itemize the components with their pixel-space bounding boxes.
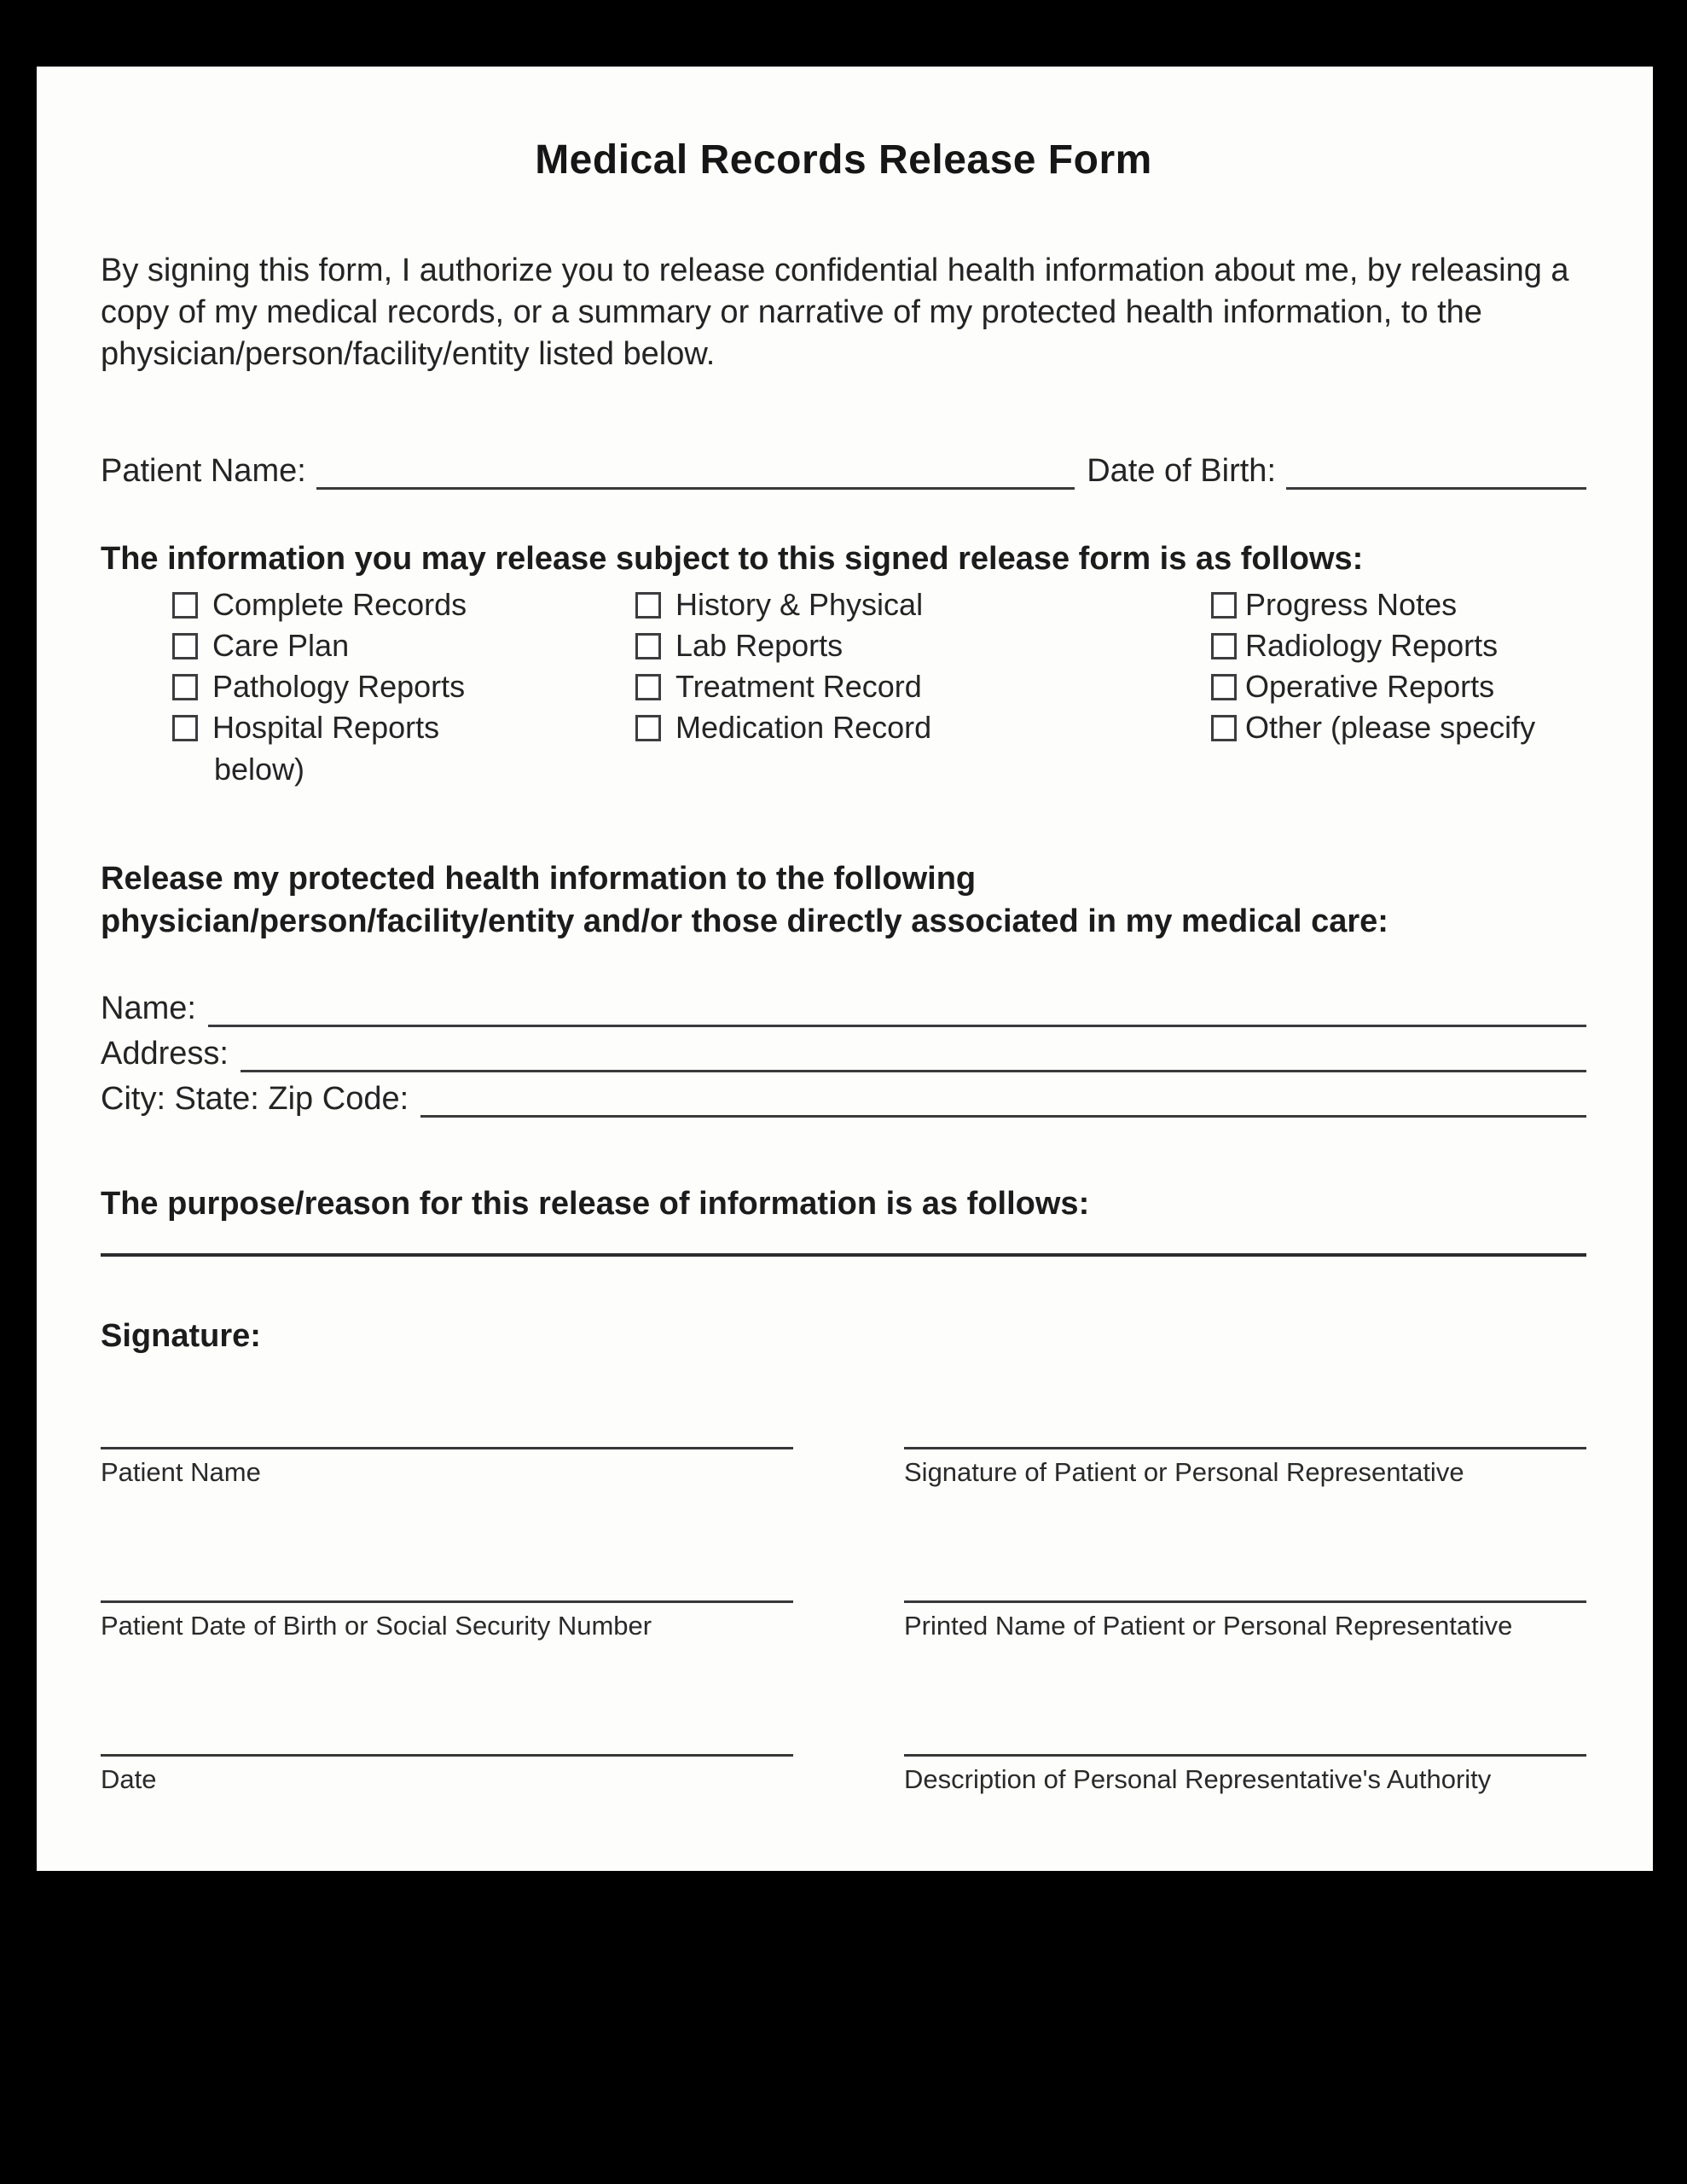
dob-blank[interactable] <box>1286 452 1586 490</box>
checkbox-item-care-plan <box>172 625 635 666</box>
signature-cell-authority <box>904 1754 1586 1795</box>
checkbox-item-lab-reports <box>635 625 1211 666</box>
signature-grid <box>101 1447 1586 1795</box>
checkbox-item-complete-records <box>172 584 635 625</box>
recipient-fields <box>101 982 1586 1118</box>
checkbox-label: Radiology Reports <box>1245 628 1499 663</box>
recipient-city-state-zip-row <box>101 1072 1586 1118</box>
checkbox-label: Care Plan <box>212 628 350 663</box>
signature-cell-label: Printed Name of Patient or Personal Representative <box>904 1611 1513 1641</box>
release-heading-line2: physician/person/facility/entity and/or those directly associated in my medical care: <box>101 903 1388 939</box>
signature-cell-label: Date <box>101 1764 157 1794</box>
checkbox-care-plan[interactable] <box>172 633 198 659</box>
checkbox-label: History & Physical <box>675 587 924 622</box>
checkbox-progress-notes[interactable] <box>1211 592 1237 619</box>
checkbox-medication-record[interactable] <box>635 715 661 741</box>
checkbox-complete-records[interactable] <box>172 592 198 619</box>
checkbox-label: Treatment Record <box>675 669 922 704</box>
recipient-address-row <box>101 1027 1586 1072</box>
checkbox-label: Progress Notes <box>1245 587 1458 622</box>
checkbox-item-medication-record <box>635 707 1211 748</box>
checkbox-label: Hospital Reports <box>212 710 440 745</box>
checkbox-treatment-record[interactable] <box>635 674 661 700</box>
recipient-address-label: Address: <box>101 1036 229 1072</box>
purpose-section-heading: The purpose/reason for this release of information is as follows: <box>101 1186 1090 1222</box>
signature-cell-printed-name <box>904 1600 1586 1641</box>
signature-section-heading: Signature: <box>101 1318 261 1354</box>
checkbox-item-pathology-reports <box>172 666 635 707</box>
release-heading-line1: Release my protected health information to the following <box>101 861 977 897</box>
dob-label: Date of Birth: <box>1087 453 1276 489</box>
checkbox-item-history-physical <box>635 584 1211 625</box>
intro-paragraph: By signing this form, I authorize you to release confidential health information about me, by releasing a copy of my medical records, or a summary or narrative of my protected health information, to the physician/person/facility/entity listed below. <box>101 253 1569 372</box>
checkbox-label: Medication Record <box>675 710 932 745</box>
checkbox-column-2 <box>635 584 1211 791</box>
signature-cell-label: Description of Personal Representative's Authority <box>904 1764 1492 1794</box>
checkbox-other[interactable] <box>1211 715 1237 741</box>
recipient-name-row <box>101 982 1586 1027</box>
signature-row-3 <box>101 1754 1586 1795</box>
recipient-name-label: Name: <box>101 990 196 1026</box>
checkbox-item-radiology-reports <box>1211 625 1586 666</box>
recipient-city-state-zip-blank[interactable] <box>420 1080 1586 1118</box>
signature-cell-label: Patient Date of Birth or Social Security Number <box>101 1611 652 1641</box>
signature-row-1 <box>101 1447 1586 1488</box>
checkbox-label: Lab Reports <box>675 628 844 663</box>
signature-row-2 <box>101 1600 1586 1641</box>
checkbox-history-physical[interactable] <box>635 592 661 619</box>
checkbox-radiology-reports[interactable] <box>1211 633 1237 659</box>
signature-cell-dob-ssn <box>101 1600 793 1641</box>
checkbox-label: Operative Reports <box>1245 669 1495 704</box>
checkbox-pathology-reports[interactable] <box>172 674 198 700</box>
patient-identity-row <box>101 449 1586 490</box>
checkbox-lab-reports[interactable] <box>635 633 661 659</box>
other-specify-continuation: below) <box>214 752 305 787</box>
checkbox-hospital-reports[interactable] <box>172 715 198 741</box>
checkbox-operative-reports[interactable] <box>1211 674 1237 700</box>
checkbox-label: Pathology Reports <box>212 669 466 704</box>
signature-cell-label: Signature of Patient or Personal Representative <box>904 1457 1464 1487</box>
recipient-address-blank[interactable] <box>241 1035 1586 1072</box>
checkbox-item-operative-reports <box>1211 666 1586 707</box>
signature-cell-signature <box>904 1447 1586 1488</box>
recipient-name-blank[interactable] <box>208 990 1586 1027</box>
checkbox-label: Other (please specify <box>1245 710 1536 745</box>
checkbox-item-other <box>1211 707 1586 748</box>
checkbox-column-3 <box>1211 584 1586 791</box>
patient-name-blank[interactable] <box>316 452 1075 490</box>
release-section-heading <box>101 857 1586 943</box>
signature-cell-date <box>101 1754 793 1795</box>
checkbox-item-hospital-reports <box>172 707 635 748</box>
purpose-blank[interactable] <box>101 1253 1586 1257</box>
checkbox-item-progress-notes <box>1211 584 1586 625</box>
checkbox-item-treatment-record <box>635 666 1211 707</box>
info-section-heading: The information you may release subject to this signed release form is as follows: <box>101 541 1364 577</box>
checkbox-column-1 <box>172 584 635 791</box>
recipient-city-state-zip-label: City: State: Zip Code: <box>101 1081 409 1117</box>
page-title: Medical Records Release Form <box>535 137 1152 183</box>
patient-name-label: Patient Name: <box>101 453 306 489</box>
signature-cell-label: Patient Name <box>101 1457 261 1487</box>
signature-cell-patient-name <box>101 1447 793 1488</box>
checkbox-label: Complete Records <box>212 587 467 622</box>
form-page <box>37 67 1653 1871</box>
checkbox-grid <box>101 584 1586 791</box>
